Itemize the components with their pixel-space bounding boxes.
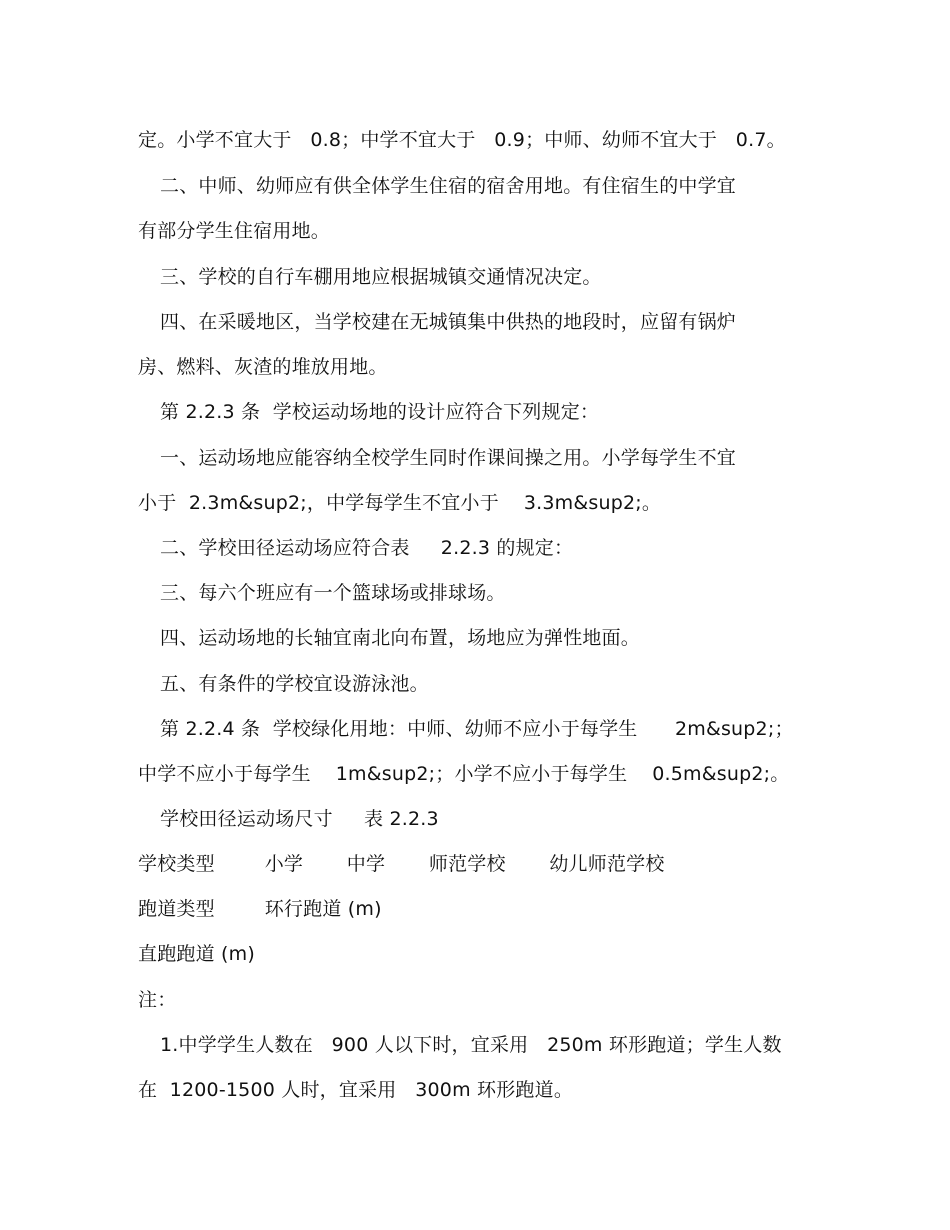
text-line-15: 中学不应小于每学生 1m&sup2;；小学不应小于每学生 0.5m&sup2;。 [138, 763, 790, 785]
text-line-6: 房、燃料、灰渣的堆放用地。 [138, 356, 388, 378]
text-line-14: 第 2.2.4 条 学校绿化用地：中师、幼师不应小于每学生 2m&sup2;； [160, 718, 794, 740]
text-line-20: 注： [138, 989, 177, 1011]
text-line-4: 三、学校的自行车棚用地应根据城镇交通情况决定。 [160, 266, 602, 288]
text-line-21: 1.中学学生人数在 900 人以下时，宜采用 250m 环形跑道；学生人数 [160, 1034, 782, 1056]
text-line-17: 学校类型 小学 中学 师范学校 幼儿师范学校 [138, 853, 665, 875]
text-line-16: 学校田径运动场尺寸 表 2.2.3 [160, 808, 439, 830]
text-line-11: 三、每六个班应有一个篮球场或排球场。 [160, 582, 506, 604]
text-line-18: 跑道类型 环行跑道 (m) [138, 898, 382, 920]
text-line-3: 有部分学生住宿用地。 [138, 220, 331, 242]
text-line-1: 定。小学不宜大于 0.8；中学不宜大于 0.9；中师、幼师不宜大于 0.7。 [138, 129, 786, 151]
text-line-22: 在 1200-1500 人时，宜采用 300m 环形跑道。 [138, 1079, 574, 1101]
text-line-7: 第 2.2.3 条 学校运动场地的设计应符合下列规定： [160, 401, 600, 423]
text-line-9: 小于 2.3m&sup2;，中学每学生不宜小于 3.3m&sup2;。 [138, 492, 662, 514]
text-line-10: 二、学校田径运动场应符合表 2.2.3 的规定： [160, 537, 574, 559]
text-line-13: 五、有条件的学校宜设游泳池。 [160, 673, 429, 695]
text-line-19: 直跑跑道 (m) [138, 943, 255, 965]
text-line-8: 一、运动场地应能容纳全校学生同时作课间操之用。小学每学生不宜 [160, 447, 737, 469]
text-line-5: 四、在采暖地区，当学校建在无城镇集中供热的地段时，应留有锅炉 [160, 311, 737, 333]
text-line-12: 四、运动场地的长轴宜南北向布置，场地应为弹性地面。 [160, 627, 641, 649]
text-line-2: 二、中师、幼师应有供全体学生住宿的宿舍用地。有住宿生的中学宜 [160, 175, 737, 197]
